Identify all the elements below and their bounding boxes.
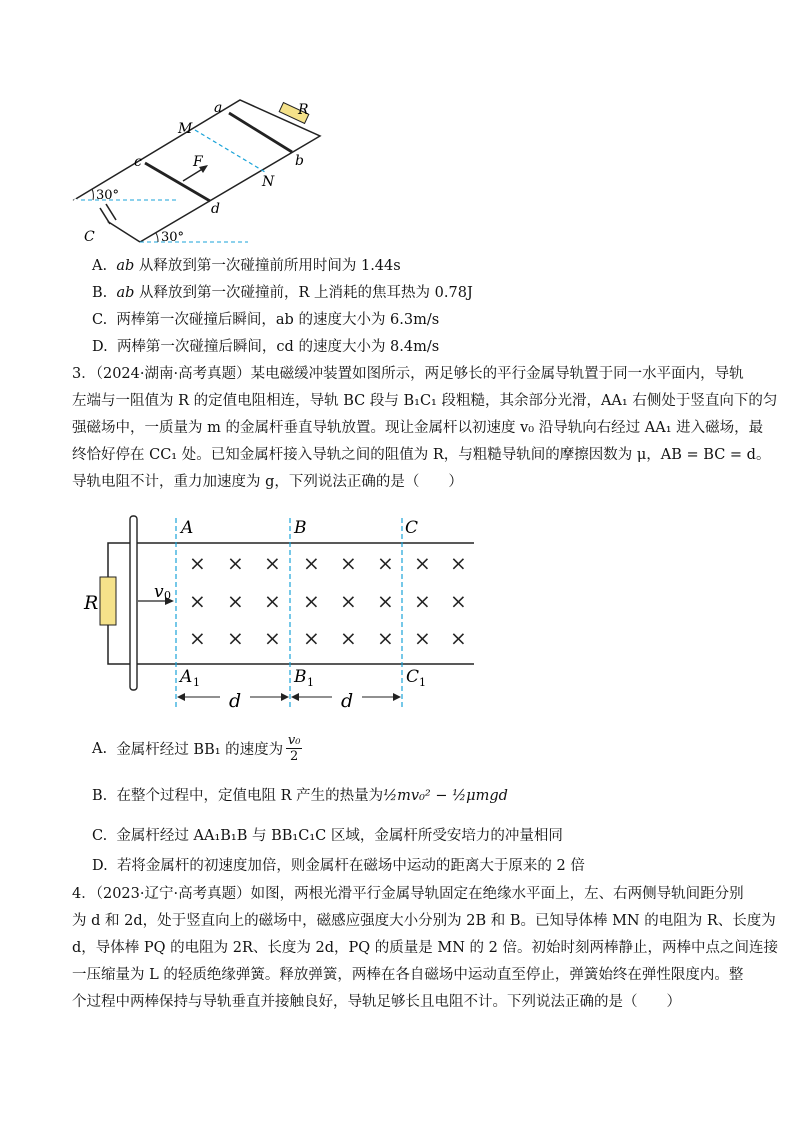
label-A1-subscript: 1 — [193, 676, 200, 689]
label-angle-1: 30° — [96, 188, 120, 203]
field-cross: × — [450, 589, 467, 613]
q3-stem-line-1: 3．（2024·湖南·高考真题）某电磁缓冲装置如图所示，两足够长的平行金属导轨置于同一水平面内，导轨 — [72, 366, 744, 382]
q4-stem-line-3: d，导体棒 PQ 的电阻为 2R、长度为 2d，PQ 的质量是 MN 的 2 倍。初始时刻两棒静止，两棒中点之间连接 — [72, 940, 778, 956]
label-c: c — [134, 154, 142, 170]
label-N: N — [262, 174, 275, 190]
field-cross: × — [227, 551, 244, 575]
label-F: F — [193, 154, 203, 170]
q2-option-c[interactable]: C. 两棒第一次碰撞后瞬间，ab 的速度大小为 6.3m/s — [92, 312, 440, 328]
label-a: a — [214, 100, 223, 116]
label-A1: A — [180, 667, 193, 687]
field-cross: × — [189, 626, 206, 650]
field-cross: × — [414, 551, 431, 575]
label-A: A — [181, 518, 194, 538]
label-C: C — [84, 229, 95, 245]
q3-option-d[interactable]: D. 若将金属杆的初速度加倍，则金属杆在磁场中运动的距离大于原来的 2 倍 — [92, 858, 585, 874]
field-cross: × — [377, 589, 394, 613]
field-cross: × — [189, 551, 206, 575]
label-v0-subscript: 0 — [164, 589, 171, 602]
label-d: d — [211, 201, 220, 217]
label-b: b — [295, 153, 304, 169]
field-cross: × — [414, 589, 431, 613]
q3-stem-line-3: 强磁场中，一质量为 m 的金属杆垂直导轨放置。现让金属杆以初速度 v₀ 沿导轨向右经过 AA₁ 进入磁场，最 — [72, 420, 764, 436]
label-B1: B — [294, 667, 307, 687]
label-R: R — [298, 102, 309, 118]
label-B: B — [294, 518, 307, 538]
field-cross: × — [340, 589, 357, 613]
label-B1-subscript: 1 — [307, 676, 314, 689]
field-cross: × — [414, 626, 431, 650]
fraction-v0-over-2: v₀ 2 — [287, 733, 301, 764]
q3-option-a[interactable]: A. 金属杆经过 BB₁ 的速度为 v₀ 2 — [92, 733, 301, 764]
field-cross: × — [264, 589, 281, 613]
field-cross: × — [303, 589, 320, 613]
q4-stem-line-4: 一压缩量为 L 的轻质绝缘弹簧。释放弹簧，两棒在各自磁场中运动直至停止，弹簧始终在弹性限度内。整 — [72, 967, 744, 983]
field-cross: × — [264, 551, 281, 575]
field-cross: × — [450, 626, 467, 650]
q3-option-b[interactable]: B. 在整个过程中，定值电阻 R 产生的热量为½mv₀² − ½μmgd — [92, 788, 508, 804]
field-cross: × — [377, 551, 394, 575]
q3-stem-line-5: 导轨电阻不计，重力加速度为 g，下列说法正确的是（ ） — [72, 474, 463, 490]
q4-stem-line-1: 4．（2023·辽宁·高考真题）如图，两根光滑平行金属导轨固定在绝缘水平面上，左、右两侧导轨间距分别 — [72, 886, 744, 902]
field-cross: × — [340, 626, 357, 650]
q4-stem-line-5: 个过程中两棒保持与导轨垂直并接触良好，导轨足够长且电阻不计。下列说法正确的是（ ） — [72, 994, 681, 1010]
label-v0: v — [154, 582, 164, 602]
field-cross: × — [303, 626, 320, 650]
label-R: R — [84, 592, 99, 614]
q3-stem-line-2: 左端与一阻值为 R 的定值电阻相连，导轨 BC 段与 B₁C₁ 段粗糙，其余部分光滑，AA₁ 右侧处于竖直向下的匀 — [72, 393, 778, 409]
magnetic-field-crosses — [189, 551, 467, 650]
q3-option-c[interactable]: C. 金属杆经过 AA₁B₁B 与 BB₁C₁C 区域，金属杆所受安培力的冲量相同 — [92, 828, 563, 844]
label-d-2: d — [341, 690, 354, 712]
label-C1-subscript: 1 — [419, 676, 426, 689]
figure-inclined-rails — [60, 95, 350, 255]
field-cross: × — [450, 551, 467, 575]
field-cross: × — [189, 589, 206, 613]
field-cross: × — [227, 589, 244, 613]
field-cross: × — [377, 626, 394, 650]
q2-option-d[interactable]: D. 两棒第一次碰撞后瞬间，cd 的速度大小为 8.4m/s — [92, 339, 440, 355]
field-cross: × — [264, 626, 281, 650]
figure-field-rails — [80, 508, 480, 718]
label-M: M — [178, 121, 193, 137]
field-cross: × — [303, 551, 320, 575]
label-angle-2: 30° — [161, 230, 185, 245]
label-d-1: d — [229, 690, 242, 712]
q2-option-a[interactable]: A. ab 从释放到第一次碰撞前所用时间为 1.44s — [92, 258, 401, 274]
field-cross: × — [340, 551, 357, 575]
label-C: C — [405, 518, 419, 538]
q4-stem-line-2: 为 d 和 2d，处于竖直向上的磁场中，磁感应强度大小分别为 2B 和 B。已知导体棒 MN 的电阻为 R、长度为 — [72, 913, 776, 929]
field-cross: × — [227, 626, 244, 650]
q2-option-b[interactable]: B. ab 从释放到第一次碰撞前，R 上消耗的焦耳热为 0.78J — [92, 285, 473, 301]
q3-stem-line-4: 终恰好停在 CC₁ 处。已知金属杆接入导轨之间的阻值为 R，与粗糙导轨间的摩擦因数为 μ，AB = BC = d。 — [72, 447, 771, 463]
label-C1: C — [406, 667, 420, 687]
